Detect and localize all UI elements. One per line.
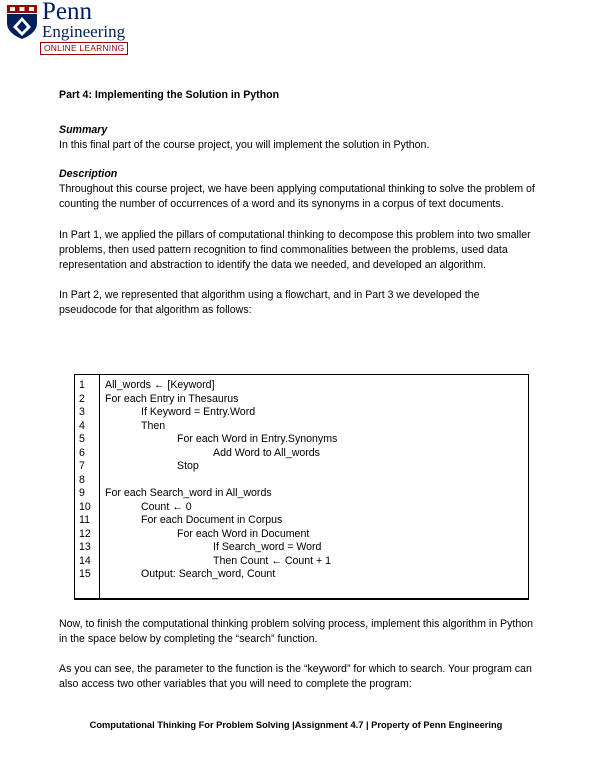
- pseudocode-line: [75, 528, 528, 542]
- line-code: Then: [141, 419, 166, 432]
- pseudocode-line: [75, 568, 528, 582]
- line-number: 11: [79, 514, 90, 526]
- pseudocode-line: [75, 433, 528, 447]
- description-paragraph-2: In Part 1, we applied the pillars of computational thinking to decompose this problem into two smaller problems, then used pattern recognition to find commonalities between the problems, used data representation and abstraction to identify the data we needed, and developed an algorithm.: [59, 228, 531, 271]
- line-code: All_words ← [Keyword]: [105, 379, 215, 391]
- line-number: 2: [79, 392, 85, 405]
- pseudocode-line: [75, 501, 528, 515]
- line-code: Stop: [177, 460, 199, 472]
- logo-online-learning-badge: ONLINE LEARNING: [40, 42, 128, 55]
- penn-engineering-logo: [4, 2, 134, 56]
- line-code: Then Count ← Count + 1: [213, 554, 332, 567]
- pseudocode-line: [75, 460, 528, 474]
- pseudocode-line: [75, 487, 528, 501]
- summary-text: In this final part of the course project, you will implement the solution in Python.: [59, 139, 430, 152]
- line-code: For each Word in Document: [177, 527, 310, 540]
- line-number: 14: [79, 554, 91, 567]
- instruction-paragraph-2: As you can see, the parameter to the function is the “keyword” for which to search. Your program can also access two other variables that you will need to complete the program:: [59, 663, 532, 691]
- instruction-paragraph-1: Now, to finish the computational thinking problem solving process, implement this algorithm in Python in the space below by completing the “search” function.: [59, 618, 534, 646]
- logo-penn-text: Penn: [42, 0, 92, 25]
- line-number: 5: [79, 433, 85, 445]
- line-code: Output: Search_word, Count: [141, 568, 276, 580]
- line-number: 3: [79, 406, 85, 418]
- line-code: If Keyword = Entry.Word: [141, 406, 256, 418]
- pseudocode-line: [75, 555, 528, 569]
- pseudocode-line: [75, 474, 528, 488]
- page-footer: Computational Thinking For Problem Solving |Assignment 4.7 | Property of Penn Engineering: [89, 720, 503, 730]
- line-number: 8: [79, 473, 85, 486]
- description-paragraph-1: Throughout this course project, we have been applying computational thinking to solve the problem of counting the number of occurrences of a word and its synonyms in a corpus of text documents.: [59, 183, 535, 211]
- line-number: 9: [79, 487, 85, 499]
- line-code: For each Search_word in All_words: [105, 487, 272, 499]
- pseudocode-line: [75, 514, 528, 528]
- line-code: For each Entry in Thesaurus: [105, 392, 239, 405]
- line-number: 6: [79, 446, 85, 459]
- pseudocode-line: [75, 541, 528, 555]
- page-title: Part 4: Implementing the Solution in Python: [59, 89, 280, 101]
- pseudocode-line: [75, 406, 528, 420]
- line-number: 10: [79, 500, 91, 513]
- line-number: 4: [79, 419, 85, 432]
- line-number: 1: [79, 379, 85, 391]
- pseudocode-line: [75, 447, 528, 461]
- penn-shield-icon: [7, 5, 37, 39]
- line-code: Add Word to All_words: [213, 446, 320, 459]
- document-body: [59, 88, 539, 318]
- after-code-text: [59, 617, 539, 692]
- logo-engineering-text: Engineering: [42, 22, 126, 41]
- line-code: For each Word in Entry.Synonyms: [177, 433, 338, 445]
- description-paragraph-3: In Part 2, we represented that algorithm using a flowchart, and in Part 3 we developed the pseudocode for that algorithm as follows:: [59, 288, 480, 316]
- line-number: 13: [79, 541, 91, 553]
- line-number: 12: [79, 527, 91, 540]
- line-number: 15: [79, 568, 91, 580]
- pseudocode-box: [74, 374, 529, 600]
- pseudocode-line: [75, 420, 528, 434]
- line-code: For each Document in Corpus: [141, 514, 283, 526]
- line-code: Count ← 0: [141, 500, 192, 513]
- description-heading: Description: [59, 168, 118, 181]
- summary-heading: Summary: [59, 124, 108, 137]
- line-code: If Search_word = Word: [213, 541, 322, 553]
- pseudocode-line: [75, 393, 528, 407]
- line-number: 7: [79, 460, 85, 472]
- pseudocode-line: [75, 379, 528, 393]
